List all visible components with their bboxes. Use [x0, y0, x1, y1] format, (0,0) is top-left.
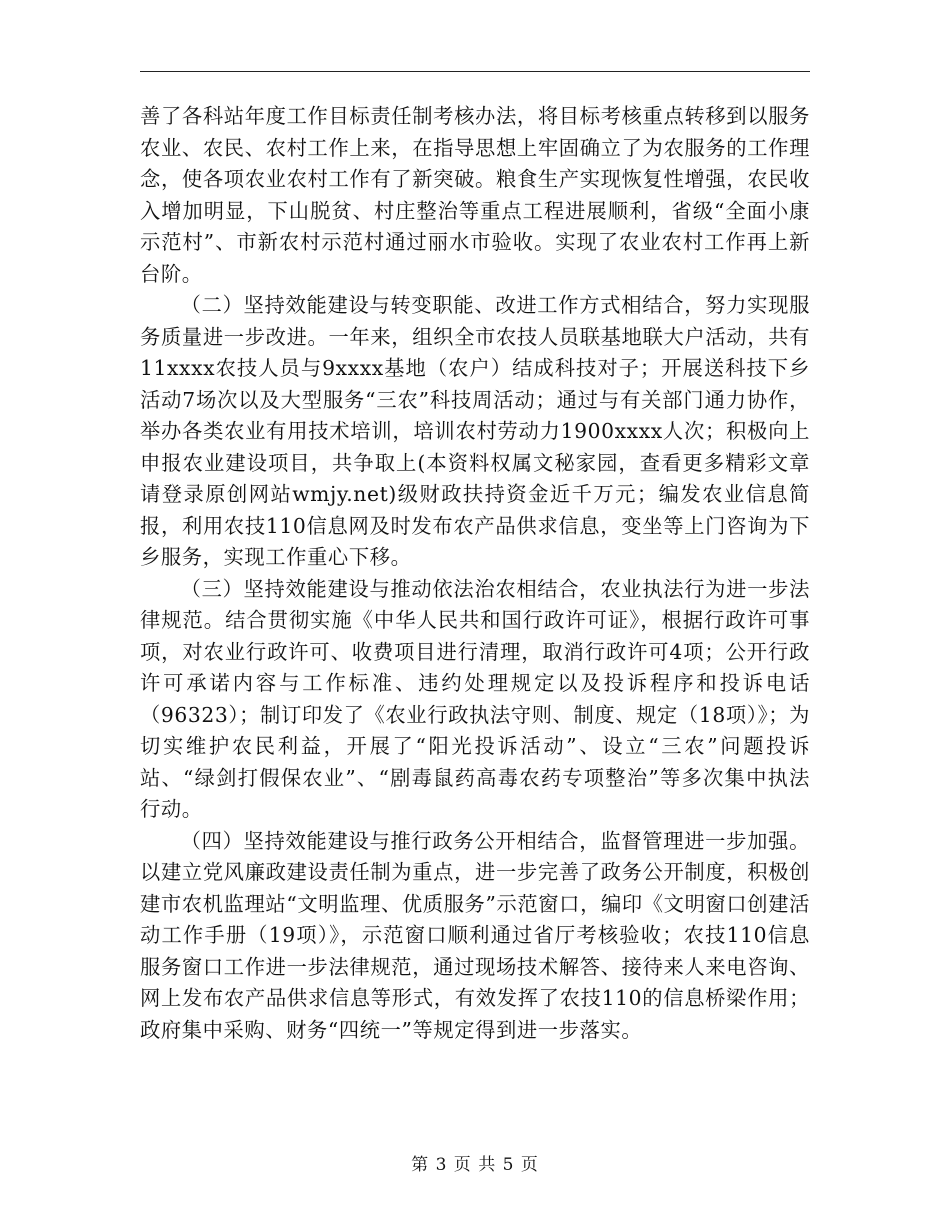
page-number-footer: 第 3 页 共 5 页 — [411, 1155, 539, 1175]
paragraph: （二）坚持效能建设与转变职能、改进工作方式相结合，努力实现服务质量进一步改进。一年来，组织全市农技人员联基地联大户活动，共有11xxxx农技人员与9xxxx基地（农户）结成科技对子；开展送科技下乡活动7场次以及大型服务“三农”科技周活动；通过与有关部门通力协作，举办各类农业有用技术培训，培训农村劳动力1900xxxx人次；积极向上申报农业建设项目，共争取上(本资料权属文秘家园，查看更多精彩文章请登录原创网站wmjy.net)级财政扶持资金近千万元；编发农业信息简报，利用农技110信息网及时发布农产品供求信息，变坐等上门咨询为下乡服务，实现工作重心下移。 — [140, 293, 810, 569]
header-rule — [140, 71, 810, 72]
paragraph: 善了各科站年度工作目标责任制考核办法，将目标考核重点转移到以服务农业、农民、农村工作上来，在指导思想上牢固确立了为农服务的工作理念，使各项农业农村工作有了新突破。粮食生产实现恢复性增强，农民收入增加明显，下山脱贫、村庄整治等重点工程进展顺利，省级“全面小康示范村”、市新农村示范村通过丽水市验收。实现了农业农村工作再上新台阶。 — [140, 104, 810, 286]
document-body — [140, 101, 810, 1046]
paragraph: （四）坚持效能建设与推行政务公开相结合，监督管理进一步加强。以建立党风廉政建设责任制为重点，进一步完善了政务公开制度，积极创建市农机监理站“文明监理、优质服务”示范窗口，编印《文明窗口创建活动工作手册（19项）》，示范窗口顺利通过省厅考核验收；农技110信息服务窗口工作进一步法律规范，通过现场技术解答、接待来人来电咨询、网上发布农产品供求信息等形式，有效发挥了农技110的信息桥梁作用；政府集中采购、财务“四统一”等规定得到进一步落实。 — [140, 828, 810, 1042]
paragraph: （三）坚持效能建设与推动依法治农相结合，农业执法行为进一步法律规范。结合贯彻实施《中华人民共和国行政许可证》，根据行政许可事项，对农业行政许可、收费项目进行清理，取消行政许可4项；公开行政许可承诺内容与工作标准、违约处理规定以及投诉程序和投诉电话（96323）；制订印发了《农业行政执法守则、制度、规定（18项）》；为切实维护农民利益，开展了“阳光投诉活动”、设立“三农”问题投诉站、“绿剑打假保农业”、“剧毒鼠药高毒农药专项整治”等多次集中执法行动。 — [140, 576, 810, 821]
